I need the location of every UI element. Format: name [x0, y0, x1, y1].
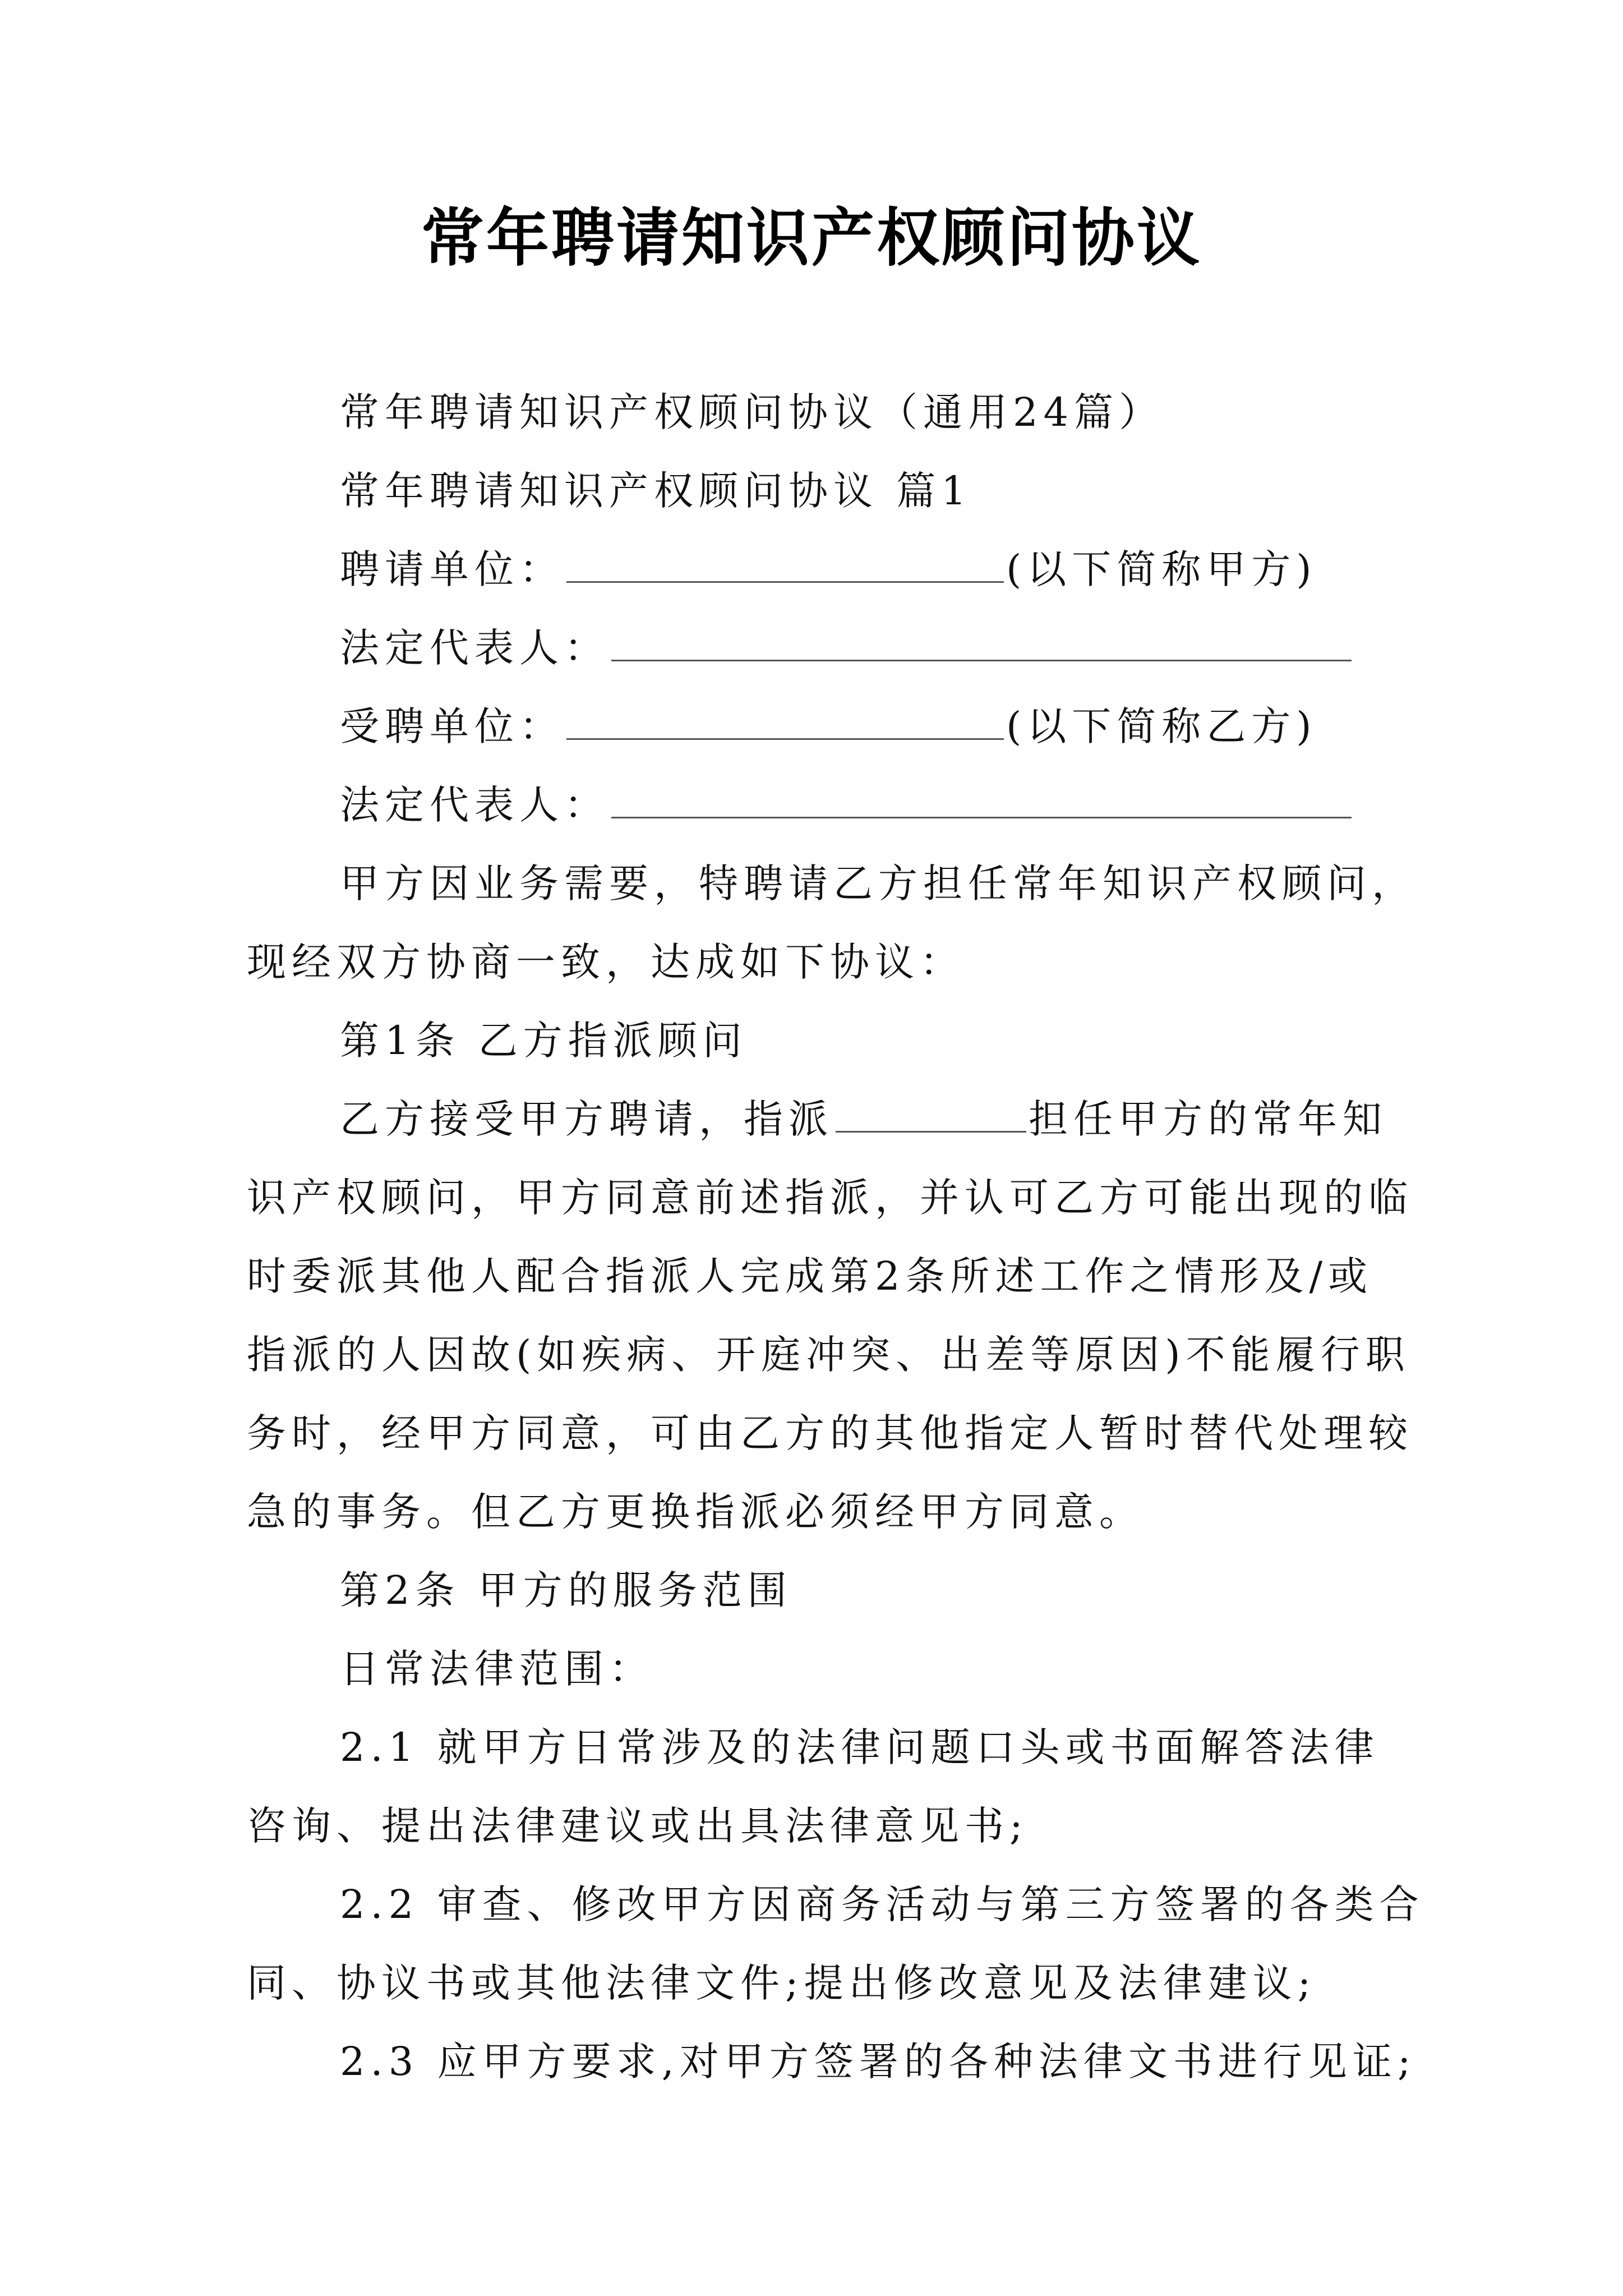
- article-1-line: 时委派其他人配合指派人完成第2条所述工作之情形及/或: [247, 1253, 1373, 1299]
- article-1-line: 务时，经甲方同意，可由乙方的其他指定人暂时替代处理较: [247, 1410, 1413, 1456]
- clause-2-3: 2.3 应甲方要求,对甲方签署的各种法律文书进行见证;: [340, 2039, 1417, 2085]
- legal-rep-blank: [611, 777, 1352, 818]
- clause-2-2: 同、协议书或其他法律文件;提出修改意见及法律建议;: [247, 1960, 1317, 2006]
- intro-line: 现经双方协商一致，达成如下协议：: [247, 939, 965, 985]
- article-2-subheading: 日常法律范围：: [340, 1646, 654, 1692]
- intro-line: 甲方因业务需要，特聘请乙方担任常年知识产权顾问，: [340, 861, 1417, 907]
- clause-2-1: 咨询、提出法律建议或出具法律意见书;: [247, 1803, 1029, 1849]
- hired-unit-blank: [566, 699, 1004, 740]
- hired-unit-suffix: (以下简称乙方): [1006, 703, 1317, 749]
- legal-rep-blank: [611, 620, 1352, 661]
- article-1-text: 乙方接受甲方聘请，指派: [340, 1096, 833, 1142]
- hiring-unit-blank: [566, 542, 1004, 583]
- hired-unit-row: [340, 687, 1495, 766]
- legal-rep-row-2: [340, 766, 1495, 844]
- article-1-line: 识产权顾问，甲方同意前述指派，并认可乙方可能出现的临: [247, 1175, 1413, 1221]
- legal-rep-row-1: [340, 609, 1495, 687]
- legal-rep-label: 法定代表人：: [340, 625, 609, 671]
- document-title: 常年聘请知识产权顾问协议: [421, 202, 1202, 275]
- article-2-heading: 第2条 甲方的服务范围: [340, 1567, 792, 1613]
- clause-2-1: 2.1 就甲方日常涉及的法律问题口头或书面解答法律: [340, 1724, 1380, 1770]
- article-1-line: 急的事务。但乙方更换指派必须经甲方同意。: [247, 1489, 1144, 1535]
- clause-2-2: 2.2 审查、修改甲方因商务活动与第三方签署的各类合: [340, 1881, 1424, 1927]
- hiring-unit-label: 聘请单位：: [340, 546, 564, 592]
- advisor-name-blank: [836, 1092, 1026, 1133]
- section-heading: 常年聘请知识产权顾问协议 篇1: [340, 468, 972, 514]
- article-1-line: [340, 1080, 1495, 1158]
- article-1-line: 指派的人因故(如疾病、开庭冲突、出差等原因)不能履行职: [247, 1332, 1410, 1378]
- hiring-unit-suffix: (以下简称甲方): [1006, 546, 1317, 592]
- hiring-unit-row: [340, 530, 1495, 609]
- article-1-text: 担任甲方的常年知: [1029, 1096, 1387, 1142]
- article-1-heading: 第1条 乙方指派顾问: [340, 1018, 748, 1064]
- legal-rep-label: 法定代表人：: [340, 782, 609, 828]
- hired-unit-label: 受聘单位：: [340, 703, 564, 749]
- document-subtitle: 常年聘请知识产权顾问协议（通用24篇）: [340, 389, 1164, 435]
